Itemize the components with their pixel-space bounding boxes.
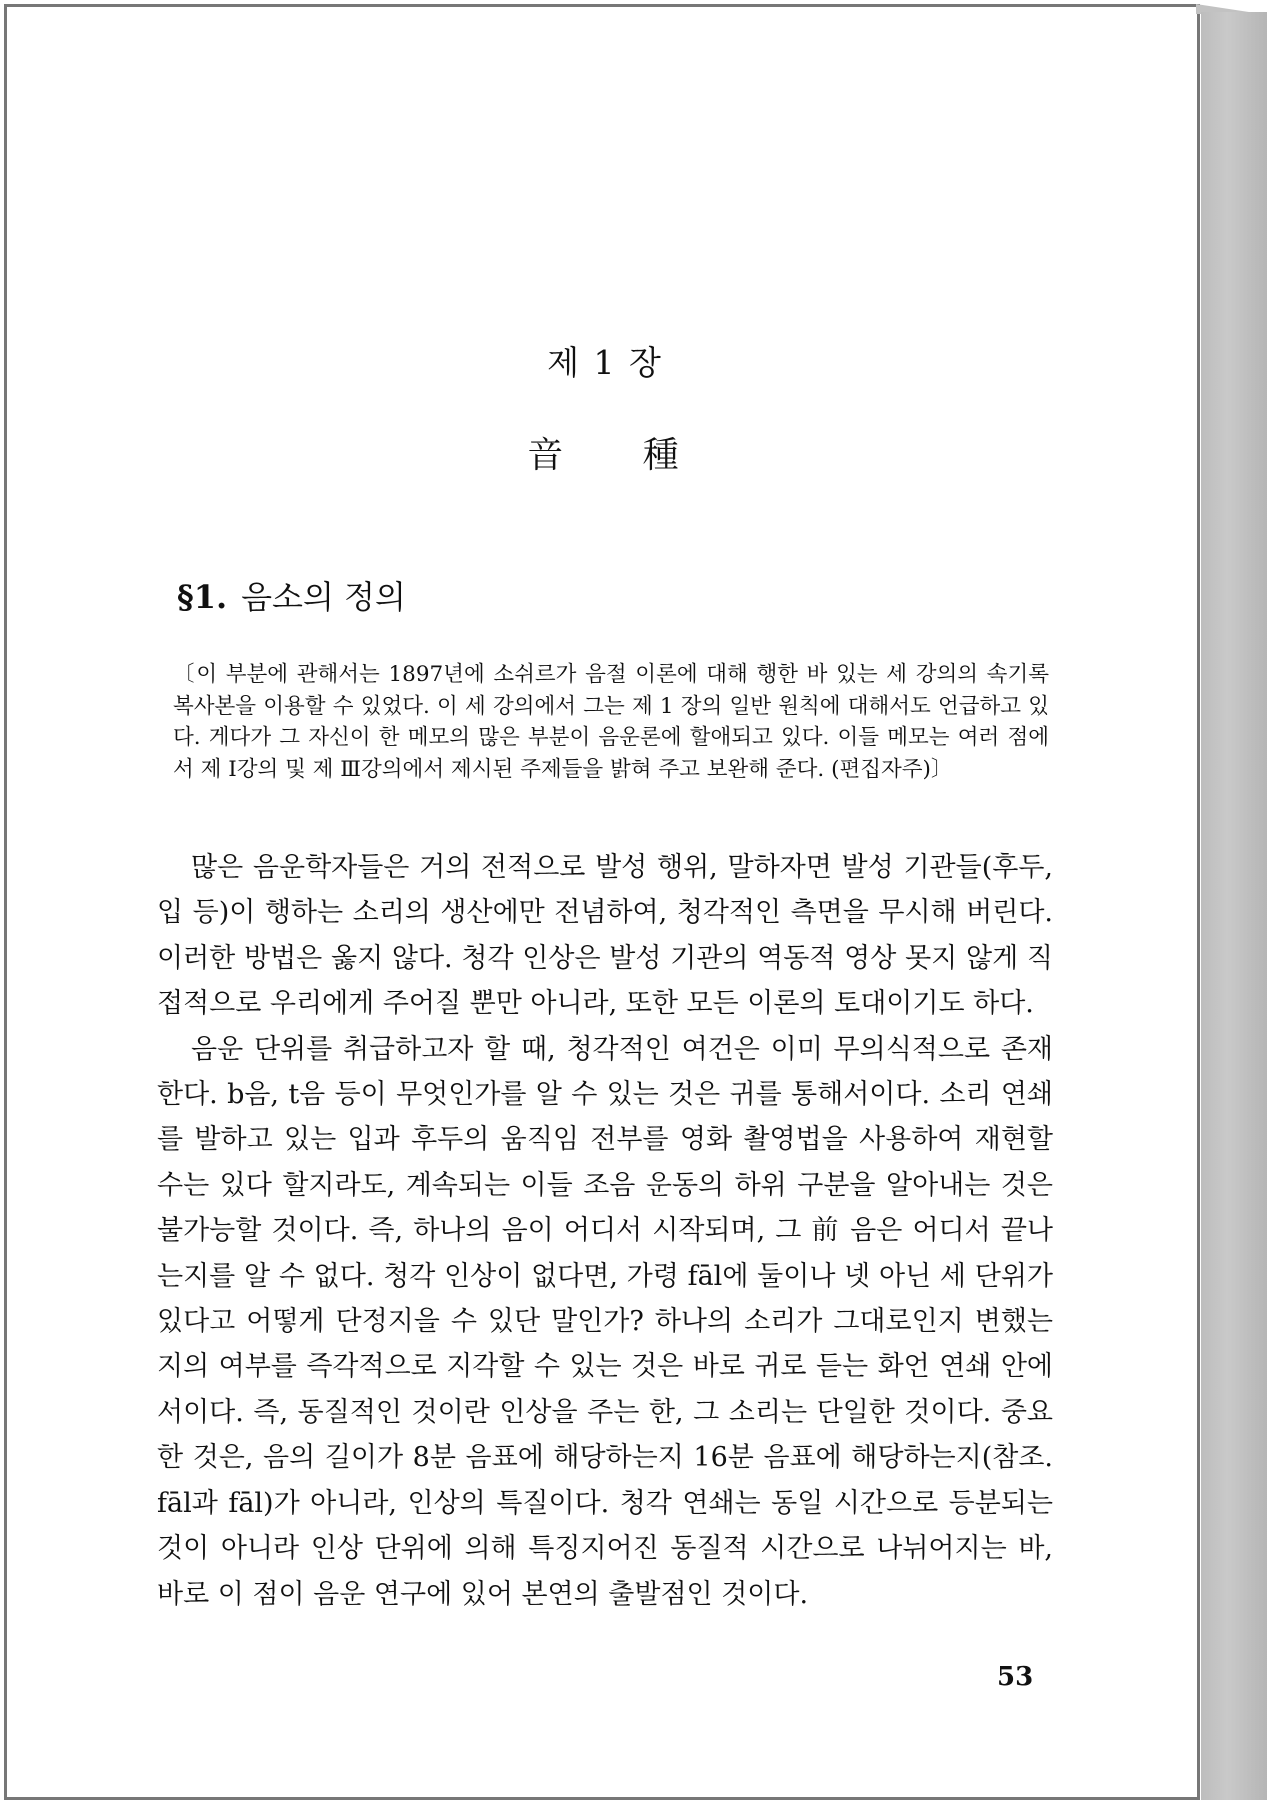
editor-note: 〔이 부분에 관해서는 1897년에 소쉬르가 음절 이론에 대해 행한 바 있는 세 강의의 속기록 복사본을 이용할 수 있었다. 이 세 강의에서 그는 제 1 장의 일반 원칙에 대해서도 언급하고 있다. 게다가 그 자신이 한 메모의 많은 부분이 음운론에 할애되고 있다. 이들 메모는 여러 점에서 제 Ⅰ강의 및 제 Ⅲ강의에서 제시된 주제들을 밝혀 주고 보완해 준다. (편집자주)〕 — [173, 662, 1049, 782]
chapter-label: 제 1 장 — [547, 343, 663, 382]
book-spine-edge — [1201, 12, 1267, 1800]
section-title: 음소의 정의 — [241, 578, 406, 616]
page-number: 53 — [997, 1662, 1034, 1692]
body-text — [157, 845, 1053, 1617]
section-number: §1. — [177, 578, 228, 616]
book-page — [4, 4, 1200, 1800]
section-heading — [177, 572, 406, 618]
paragraph-2: 음운 단위를 취급하고자 할 때, 청각적인 여건은 이미 무의식적으로 존재한다. b음, t음 등이 무엇인가를 알 수 있는 것은 귀를 통해서이다. 소리 연쇄를 발하고 있는 입과 후두의 움직임 전부를 영화 촬영법을 사용하여 재현할 수는 있다 할지라도, 계속되는 이들 조음 운동의 하위 구분을 알아내는 것은 불가능할 것이다. 즉, 하나의 음이 어디서 시작되며, 그 前 음은 어디서 끝나는지를 알 수 없다. 청각 인상이 없다면, 가령 fāl에 둘이나 넷 아닌 세 단위가 있다고 어떻게 단정지을 수 있단 말인가? 하나의 소리가 그대로인지 변했는지의 여부를 즉각적으로 지각할 수 있는 것은 바로 귀로 듣는 화언 연쇄 안에서이다. 즉, 동질적인 것이란 인상을 주는 한, 그 소리는 단일한 것이다. 중요한 것은, 음의 길이가 8분 음표에 해당하는지 16분 음표에 해당하는지(참조. fāl과 fāl)가 아니라, 인상의 특질이다. 청각 연쇄는 동일 시간으로 등분되는 것이 아니라 인상 단위에 의해 특징지어진 동질적 시간으로 나뉘어지는 바, 바로 이 점이 음운 연구에 있어 본연의 출발점인 것이다. — [157, 1033, 1053, 1610]
paragraph-1: 많은 음운학자들은 거의 전적으로 발성 행위, 말하자면 발성 기관들(후두, 입 등)이 행하는 소리의 생산에만 전념하여, 청각적인 측면을 무시해 버린다. 이러한 방법은 옳지 않다. 청각 인상은 발성 기관의 역동적 영상 못지 않게 직접적으로 우리에게 주어질 뿐만 아니라, 또한 모든 이론의 토대이기도 하다. — [157, 852, 1053, 1020]
chapter-title: 音 種 — [527, 435, 713, 476]
